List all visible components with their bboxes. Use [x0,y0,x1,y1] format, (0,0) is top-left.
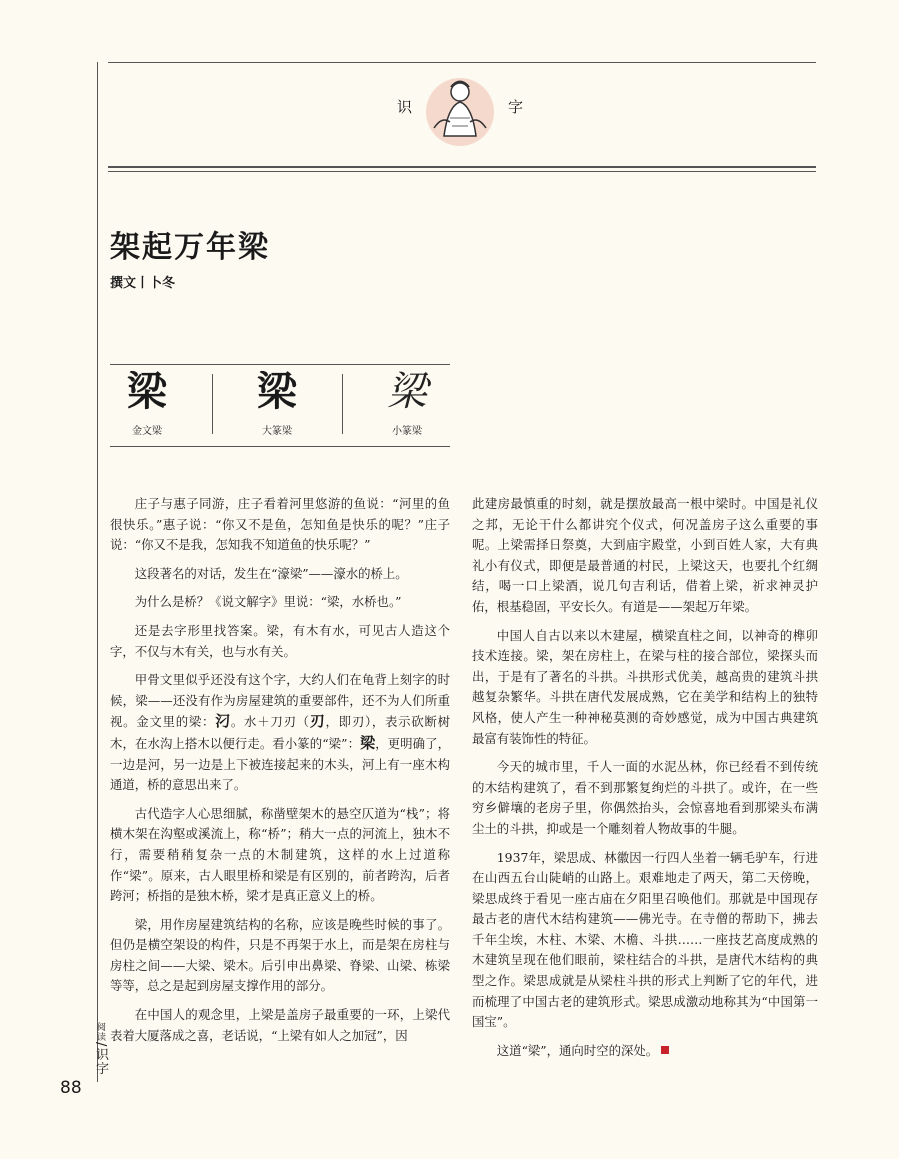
glyph-xiaozhuan-caption: 小篆梁 [392,426,422,437]
paragraph: 这段著名的对话，发生在“濠梁”——濠水的桥上。 [134,565,408,581]
header-double-rule-2 [108,171,816,172]
closing-text: 这道“梁”，通向时空的深处。 [496,1042,659,1058]
section-label [86,1022,110,1075]
paragraph: 梁，用作房屋建筑结构的名称，应该是晚些时候的事了。但仍是横空架设的构件，只是不再架于水上，而是架在房柱与房柱之间——大梁、梁木。后引申出鼻梁、脊梁、山梁、栋梁等等，总之是起到房屋支撑作用的部分。 [110,916,450,994]
glyph-jinwen-caption: 金文梁 [132,426,162,437]
header-double-rule-1 [108,166,816,168]
text-run: ，更明确了，一边是河，另一边是上下被连接起来的木头，河上有一座木构通道，桥的意思出来了。 [110,735,451,793]
figure-medallion-icon [420,70,500,150]
inline-glyph: 刃 [309,712,326,731]
top-rule [108,62,816,63]
glyph-panel-top-rule [110,364,450,365]
body-left-column [110,494,450,1054]
frame-left-rule [97,62,98,1082]
inline-glyph: 梁 [360,733,376,752]
inline-glyph: 汈 [215,712,231,731]
paragraph-with-glyphs [110,670,450,796]
glyph-dazhuan-char: 梁 [257,368,297,415]
article-title: 架起万年梁 [110,230,270,265]
paragraph: 为什么是桥？《说文解字》里说：“梁，水桥也。” [134,594,402,610]
glyph-dazhuan [212,368,342,440]
closing-paragraph [472,1041,818,1062]
header-left-char: 识 [397,98,415,116]
body-right-column [472,494,818,1069]
paragraph: 在中国人的观念里，上梁是盖房子最重要的一环，上梁代表着大厦落成之喜，老话说，“上梁有如人之加冠”，因 [110,1007,450,1043]
paragraph: 今天的城市里，千人一面的水泥丛林，你已经看不到传统的木结构建筑了，看不到那繁复绚烂的斗拱了。或许，在一些穷乡僻壤的老房子里，你偶然抬头，会惊喜地看到那梁头布满尘土的斗拱，抑或是一个雕刻着人物故事的牛腿。 [472,759,818,836]
paragraph: 庄子与惠子同游，庄子看着河里悠游的鱼说：“河里的鱼很快乐。”惠子说：“你又不是鱼，怎知鱼是快乐的呢？”庄子说：“你又不是我，怎知我不知道鱼的快乐呢？” [110,496,450,553]
text-run: 甲骨文里似乎还没有这个字，大约人们在龟背上刻字的时候，梁——还没有作为房屋建筑的重要部件，还不为人们所重视。金文里的梁： [110,672,450,730]
text-run: ，即刃），表示砍断树木，在水沟上搭木以便行走。看小篆的“梁”： [110,714,450,751]
section-label-small: 阅读 [95,1022,105,1042]
end-mark-icon [661,1046,669,1054]
paragraph: 古代造字人心思细腻，称凿壁架木的悬空仄道为“栈”；将横木架在沟壑或溪流上，称“桥”；稍大一点的河流上，独木不行，需要稍稍复杂一点的木制建筑，这样的水上过道称作“梁”。原来，古人眼里桥和梁是有区别的，前者跨沟，后者跨河；桥指的是独木桥，梁才是真正意义上的桥。 [110,805,450,904]
glyph-panel-bottom-rule [110,446,450,447]
glyph-jinwen [82,368,212,440]
glyph-dazhuan-caption: 大篆梁 [262,426,292,437]
paragraph: 此建房最慎重的时刻，就是摆放最高一根中梁时。中国是礼仪之邦，无论干什么都讲究个仪式，何况盖房子这么重要的事呢。上梁需择日祭奠，大到庙宇殿堂，小到百姓人家，大有典礼小有仪式，即便是最普通的村民，上梁这天，也要扎个红绸结，喝一口上梁酒，说几句吉利话，借着上梁，祈求神灵护佑，根基稳固，平安长久。有道是——架起万年梁。 [472,496,818,614]
glyph-jinwen-char: 梁 [127,368,167,415]
section-label-main: /识字 [93,1042,108,1076]
paragraph: 中国人自古以来以木建屋，横梁直柱之间，以神奇的榫卯技术连接。梁，架在房柱上，在梁与柱的接合部位，梁探头而出，于是有了著名的斗拱。斗拱形式优美，越高贵的建筑斗拱越复杂繁华。斗拱在唐代发展成熟，它在美学和结构上的独特风格，使人产生一种神秘莫测的奇妙感觉，成为中国古典建筑最富有装饰性的特征。 [472,627,818,746]
paragraph: 1937年，梁思成、林徽因一行四人坐着一辆毛驴车，行进在山西五台山陡峭的山路上。艰难地走了两天，第二天傍晚，梁思成终于看见一座古庙在夕阳里召唤他们。那就是中国现存最古老的唐代木结构建筑——佛光寺。在寺僧的帮助下，拂去千年尘埃，木柱、木梁、木檐、斗拱……一座技艺高度成熟的木建筑呈现在他们眼前，梁柱结合的斗拱，是唐代木结构的典型之作。梁思成就是从梁柱斗拱的形式上判断了它的年代，进而梳理了中国古老的建筑形式。梁思成激动地称其为“中国第一国宝”。 [472,849,818,1030]
glyph-xiaozhuan [342,368,472,440]
paragraph: 还是去字形里找答案。梁，有木有水，可见古人造这个字，不仅与木有关，也与水有关。 [110,622,450,659]
glyph-xiaozhuan-char: 梁 [387,369,427,415]
page-number: 88 [60,1078,82,1098]
article-byline: 撰文丨卜冬 [110,276,176,291]
text-run: 。水＋刀刃（ [230,714,310,730]
header-right-char: 字 [508,98,526,116]
